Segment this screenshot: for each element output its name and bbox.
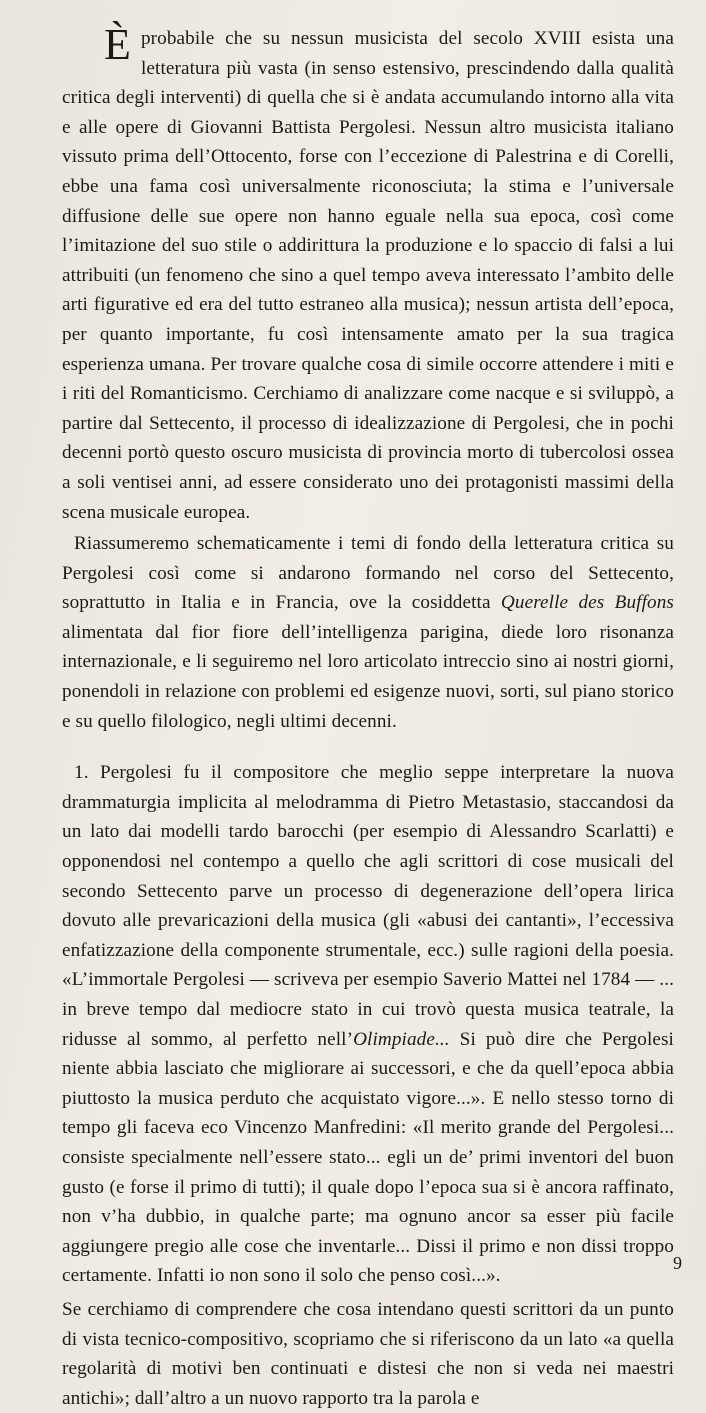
olimpiade-title: Olimpiade...: [353, 1028, 450, 1050]
body-text: [62, 20, 674, 1413]
paragraph-3: [62, 758, 674, 1291]
paragraph-1-text: probabile che su nessun musicista del secolo XVIII esista una letteratura più vasta (in senso estensivo, prescindendo dalla qualità critica degli interventi) di quella che si è andata accumulando intorno alla vita e alle opere di Giovanni Battista Pergolesi. Nessun altro musicista italiano vissuto prima dell’Ottocento, forse con l’eccezione di Palestrina e di Corelli, ebbe una fama così universalmente riconosciuta; la stima e l’universale diffusione delle sue opere non hanno eguale nella sua epoca, così come l’imitazione del suo stile o addirittura la produzione e lo spaccio di falsi a lui attribuiti (un fenomeno che sino a quel tempo aveva interessato l’ambito delle arti figurative ed era del tutto estraneo alla musica); nessun artista dell’epoca, per quanto importante, fu così intensamente amato per la sua tragica esperienza umana. Per trovare qualche cosa di simile occorre attendere i miti e i riti del Romanticismo. Cerchiamo di analizzare come nacque e si sviluppò, a partire dal Settecento, il processo di idealizzazione di Pergolesi, che in pochi decenni portò questo oscuro musicista di provincia morto di tubercolosi ossea a soli ventisei anni, ad essere considerato uno dei protagonisti massimi della scena musicale europea.: [62, 28, 674, 523]
paragraph-4: [62, 1295, 674, 1413]
paragraph-3-text-b: Si può dire che Pergolesi niente abbia lasciato che migliorare ai successori, e che da quell’epoca abbia piuttosto la musica perduto che acquistato vigore...». E nello stesso torno di tempo gli faceva eco Vincenzo Manfredini: «Il merito grande del Pergolesi... consiste specialmente nell’essere stato... egli un de’ primi inventori del buon gusto (e forse il primo di tutti); il quale dopo l’epoca sua si è ancora raffinato, non v’ha dubbio, in qualche parte; ma ognuno ancor sa esser più facile aggiungere pregio alle cose che inventarle... Dissi il primo e non dissi troppo certamente. Infatti io non sono il solo che penso così...».: [62, 1028, 674, 1287]
querelle-title: Querelle des Buffons: [500, 592, 674, 614]
paragraph-2: [62, 529, 674, 736]
paragraph-1: [62, 20, 674, 527]
paragraph-2-text-b: alimentata dal fior fiore dell’intelligenza parigina, diede loro risonanza internazionale, e li seguiremo nel loro articolato intreccio sino ai nostri giorni, ponendoli in relazione con problemi ed esigenze nuovi, sorti, sul piano storico e su quello filologico, negli ultimi decenni.: [62, 621, 674, 732]
page-number: 9: [673, 1253, 682, 1273]
drop-cap: È: [104, 20, 131, 69]
paragraph-3-text-a: 1. Pergolesi fu il compositore che meglio seppe interpretare la nuova drammaturgia implicita al melodramma di Pietro Metastasio, staccandosi da un lato dai modelli tardo barocchi (per esempio di Alessandro Scarlatti) e opponendosi nel contempo a quello che agli scrittori di cose musicali del secondo Settecento parve un processo di degenerazione dell’opera lirica dovuto alle prevaricazioni della musica (gli «abusi dei cantanti», l’eccessiva enfatizzazione della componente strumentale, ecc.) sulle ragioni della poesia. «L’immortale Pergolesi — scriveva per esempio Saverio Mattei nel 1784 — ... in breve tempo dal mediocre stato in cui trovò questa musica teatrale, la ridusse al sommo, al perfetto nell’: [62, 762, 674, 1050]
paragraph-2-text-a: Riassumeremo schematicamente i temi di fondo della letteratura critica su Pergolesi così come si andarono formando nel corso del Settecento, soprattutto in Italia e in Francia, ove la cosiddetta: [62, 533, 674, 614]
paragraph-4-text: Se cerchiamo di comprendere che cosa intendano questi scrittori da un punto di vista tecnico-compositivo, scopriamo che si riferiscono da un lato «a quella regolarità di motivi ben continuati e distesi che non si veda nei maestri antichi»; dall’altro a un nuovo rapporto tra la parola e: [62, 1298, 674, 1409]
